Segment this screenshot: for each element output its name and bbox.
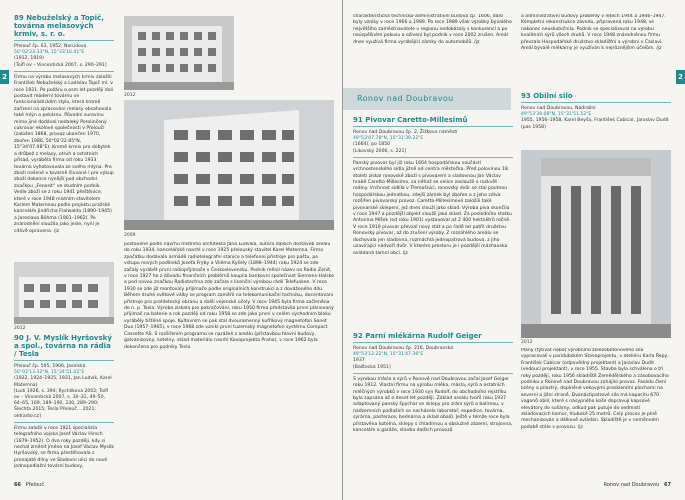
photo-caption-90: 2012	[14, 326, 26, 331]
entry-93	[521, 92, 671, 146]
entry-89-source: [Toifl ov – Vincentická 2007, s. 290–291]	[14, 62, 107, 68]
section-name-left: Přelouč	[25, 482, 45, 488]
entry-91-address: Ronov nad Doubravou čp. 2, Žižkovo náměstí	[353, 130, 458, 135]
entry-91-text: Panský pivovar byl již roku 1664 hospodářskou součástí vrchnostenského sídla jižně od centra městečka. Před polovinou 18. století získal ronovské zboží s pivovarem a sladovnou Jan Václav hrabě Caretto-Millesimo, za něhož se velice zasloužil o rozkvět rodiny. Vrchnost sídlila v Třemošnici, ronovský dvůr se stal poutnou hospodářskou jednotkou, zdejší zámek byl zbořen a z jeho zdiva rozšířen pivovarský provoz. Caretto-Millesimové založili také pivovarské sklepení, jež dnes slouží jako sklad. Výroba piva skončila v roce 1947 a pozdější objekt sloužil jako sklad. Za posledního statku Antonína Míšek (od roku 1901) vystavoval až 2 400 hektolitrů ročně. V roce 1919 pivovar převzal nový stát a po řadě let patřil družstvu Ronovský pivovar, až do zrušení výroby. Z rozsáhlého areálu se dochovala jen sladovna, rozmáchlá jednopatrová budova, z jiho uzavírající nádvoří dvůr. V kterém prostoru je i pozdější mázhauska ovládaná tamní obcí. /jz	[353, 160, 512, 256]
entry-90-source: [Ludi 1926, s. 394; Rychlikova 2002; Toifl ov – Vincentická 2007, s. 30–31, 49–50, 64–65, 169, 189–190, 230, 289–290; Šlechta 2015; Tesla Přelouč... 2021; oldradio.cz]	[14, 388, 109, 419]
entry-89-address: Přelouč čp. 63, 1952, Nerudova	[14, 44, 87, 49]
entry-92-text: S výrobou másla a sýrů v Ronově nad Doubravou začal Josef Geiger roku 1912. Vlastní firmu na výrobu mléka, másla, sýrů a ostatních mléčných výrobků v roce 1930 syn Rudolf, do obchodního rejstříku byla zapsána až o deset let později. Základ areálu tvořil roku 1937 adaptovaný panský špýchar se sklepy pro zrání sýrů a balírnou, v nadzemních podlažích se nacházela laboratoř, expedice, továrna, sýrárna, pasterace, bednárna a sklad obalů. Ještě v témže roce byla přistavěna kotelna, sklepy s chladírnou a obslužné zázemí, strojovna, kanceláře a garáže, stavba dalších provozů	[353, 376, 513, 434]
entry-90-text: Firmu založil v roce 1921 specialista telegrafního vojska Josef Václav Hirsch (1879–1952). O dva roky později, kdy si nechal změnit jméno na Josef Václav Myslík Hyršovský, se firma přestěhovala z pronajaté dílny ve Sladovní ulici do nové jednopodlažní tovární budovy,	[14, 425, 114, 470]
entry-91-coords: 49°53'07.78"N, 15°31'39.22"E	[353, 136, 424, 142]
entry-89-coords: 50°02'23.33"N, 15°33'16.41"E	[14, 50, 85, 56]
chapter-tab: 2	[676, 70, 685, 84]
entry-91-years: (1664), po 1850	[353, 142, 391, 148]
photo-caption-89: 2012	[124, 93, 136, 98]
photo-grain-silo	[521, 150, 671, 338]
right-footer	[604, 482, 671, 488]
section-banner	[343, 88, 511, 110]
entry-90-end: charakteristická technicko-administrativní budova čp. 1606, další byly vzniky v roce 1966 a 1989. Po roce 1989 však výrobky bývalého největšího zaměstnavatele v regionu nedokázaly s konkurencí a po neúspěšném pokusu o oživení byl podnik v roce 2002 zrušen. Areál dnes využívá firma vyrábějící zámky do automobilů. /jz	[353, 14, 512, 45]
entry-90-address: Přelouč čp. 595, 1906, Jaselská	[14, 364, 86, 369]
entry-92-years: 1937	[353, 358, 365, 364]
section-banner-title: Ronov nad Doubravou	[357, 94, 454, 103]
entry-93-years: 1955, 1956–1958, Karel Beyša, František Cabicar, Jaroslav Dudit	[521, 118, 669, 124]
entry-92-coords: 49°53'12.22"N, 15°31'47.36"E	[353, 352, 424, 358]
entry-92-end: a administrativní budovy proběhly v letech 1944 a 1946–1947. Kompletní rekonstrukce závodu, připravená roku 1948, se nakonec neuskutečnila. Podnik se specializoval na výrobu kvalitních sýrů všech druhů. V roce 1948 znárodněnou firmu převzalo Hospodářské družstvo skladišťní a výrobní v Čáslavi. Areál bývalé mlékárny je využíván k nejrůznějším účelům. /jz	[521, 14, 666, 52]
section-name-right: Ronov nad Doubravou	[603, 482, 660, 488]
entry-89	[14, 14, 114, 262]
entry-89-title: 89 Nebuželský a Topič, továrna melasových krmiv, s. r. o.	[14, 14, 104, 38]
entry-90-continued: postavené podle návrhu místního architekta Jana Ludvíka, autora dalších dostaveb areálu do roku 1934, kancelářské navrhl v roce 1925 přelouský stavitel Karel Matemna. Firma zpočátku dodávala armádě radiotelegrafní stanice a telefonní přístroje pro poštu, po vstupu nových podílníků Josefa Frýby a Viléma Kyšely (1898–1944) roku 1924 se zde začaly vyrábět první radiopřijímače v Československu. Podnik měnil název na Radio Zenit, v roce 1927 ho z důvodu finančních problémů koupila bankovní společnost Siemens-Halske a pod novou značkou Radiotechna zde začala s licenční výrobou rádií Telefunken. V roce 1930 se zde již montovaly přijímače podle originálních konstrukcí a z dováženého dílu. Během druhé světové války se program zaměřil na telekomunikační techniku, docentovani přístroje pro protiletecký obranu a další vojenské účely. V roce 1945 byla firma začleněna do n. p. Tesla. Výroba získala pro pokračování, roku 1950 firma představila první plánovaný přijímač na baterie a rok později od roku 1958 se zde jako první v celém východním bloku vyráběly tištěné spoje. Kultovním se pak stal dvouramenný kufříkový magnetofon Sonet Duo (1957–1965), v roce 1968 zde vznikl první tuzemský magnetofon systému Compact Cassette AS. S rozšířením programu se naráželi z areálu (přistavbou hlavní budovy, galvanizovny, kotelny, sklad materiálu navrhl Kovoprojekta Praha), v roce 1962 byla dokončena pro podniky Tesla	[124, 242, 334, 350]
page-number-right: 67	[664, 482, 671, 488]
photo-myslik-factory	[14, 262, 114, 324]
right-page	[343, 0, 685, 500]
entry-91-source: [Likovský 2006, s. 221]	[353, 148, 407, 154]
entry-89-years: (1912, 1919)	[14, 56, 44, 62]
photo-caption-93: 2012	[521, 340, 533, 345]
entry-92-title: 92 Parní mlékárna Rudolf Geiger	[353, 332, 482, 340]
entry-90-title: 90 J. V. Myslík Hyršovský a spol., továrna na rádia / Tesla	[14, 334, 112, 358]
photo-tesla-building	[124, 100, 334, 230]
entry-91	[353, 116, 513, 326]
entry-93-title: 93 Obilní silo	[521, 92, 573, 100]
entry-92-address: Ronov nad Doubravou čp. 216, Doubravská	[353, 346, 454, 351]
photo-caption-90-mid: 2009	[124, 233, 136, 238]
entry-93-body	[521, 348, 671, 478]
entry-91-title: 91 Pivovar Caretto-Millesimů	[353, 116, 468, 124]
page-number-left: 66	[14, 482, 21, 488]
entry-92-source: [Baštecká 1951]	[353, 364, 391, 370]
left-page	[0, 0, 342, 500]
entry-90-years: (1922, 1924–1925, 1931, Jan Ludvík, Karel Matemna)	[14, 376, 112, 388]
photo-nebuzelsky-factory	[124, 16, 234, 90]
entry-93-coords: 49°53'39.08"N, 15°31'51.52"E	[521, 112, 592, 118]
entry-89-text: Firmu na výrobu melasových krmiv založili František Nebuželský a Ladislav Topič ml. v roce 1921. Po požáru o osm let později dali postavit moderní továrnu ve funkcionalistickém stylu, která kromě zařízení na zpracování melasy obsahovala také mlýn a pekárnu. Původní surovinu mimo jiné dodával nedaleký Porolinčený cukrovar ekolové společnosti v Přelouči (založen 1868, provoz ukončen 1970, zbořen 1986, 50°02'22.85"N, 15°34'07.08"E). Kromě krmiv pro dobytek a drůbež z melasy, otruh a ostatních přísad, vyráběla firma od roku 1933 továrna vyhotovovala ze svého mlýna. Pro zboží nošené v továrně čluvané i pro výkup zboží dokonce nýnější pod obchodní značkou „Fenesít“ ve studním podnik. Vedle zboží se z roku 1941 přeštěnice, které v roce 1948 mistním stavitelem Karlem Matemnou podle projektu pražské kanceláře Jindřicha Fraiwalda (1890–1945) a Jaroslava Böhma (1901–1962). Po znárodnění sloužila jako jesle, nyní je citlivě opravena. /jz	[14, 74, 114, 234]
entry-90	[14, 334, 114, 478]
entry-93-text: Plány (tytivat nebo) výrobního železobetonového sila vypracovali v paridubském Stavoprojektu, v ateliéru Karla Řepy, František Cabicar (odpovědný projektant) a Jaroslav Dudit (vedoucí projektant), v roce 1955. Stavba byla schválena o tři roky později, roku 1956 skladiště Zemědělského a zásobovacího podniku v Ronově nad Doubravou zahájilo provoz. Fasádu člení lizény a pilastry, doplněné vekovými proskleními plochami na severní a jižní straně. Dvanáctipatrové silo má kapacitu 670 vagonů obilí, které s násypného koše dopravují kapsové elevátory do sušárny, odkud pak putuje do sedmistí skladovacích komor, hluboké 25 metrů. Celý proces je plně mechanizován a dálkově ovládán. Skladiště je v neměnném podobě stále v provozu. /jz	[521, 348, 669, 430]
entry-93-source: (pas 1958)	[521, 124, 546, 130]
entry-93-address: Ronov nad Doubravou, Nádražní	[521, 106, 596, 111]
chapter-tab: 2	[0, 70, 9, 84]
entry-90-coords: 50°02'13.32"N, 15°34'51.02"E	[14, 370, 85, 376]
entry-92	[353, 332, 513, 478]
left-footer	[14, 482, 44, 488]
